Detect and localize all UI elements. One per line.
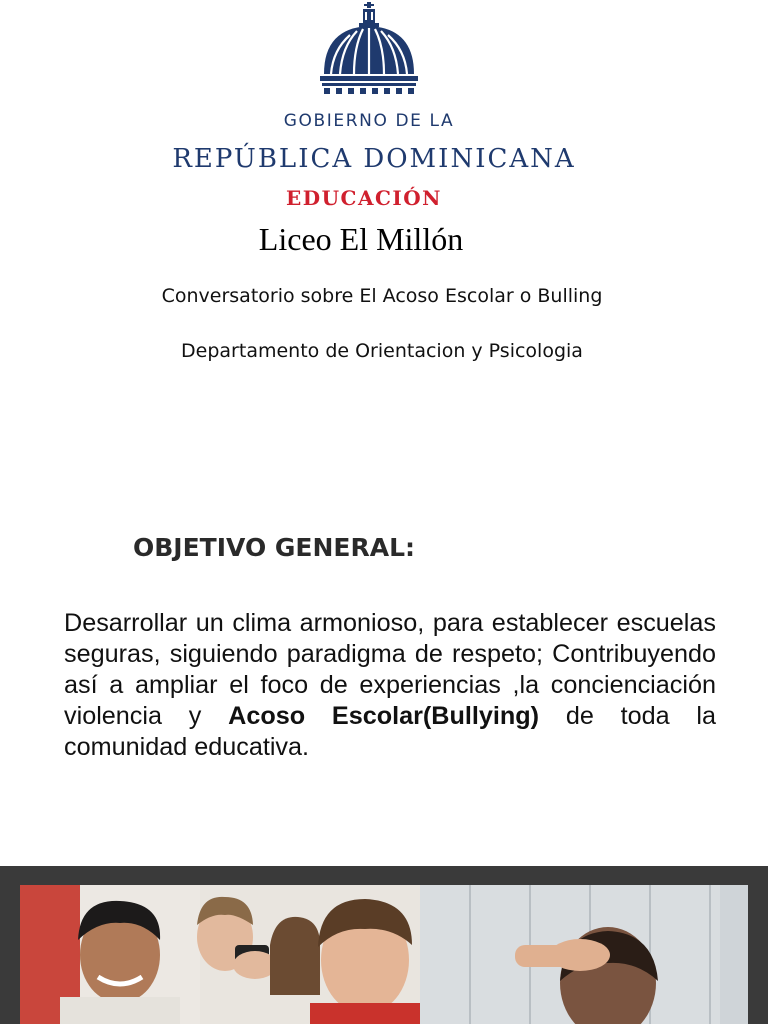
gov-line-3: EDUCACIÓN: [286, 186, 442, 210]
objective-heading: OBJETIVO GENERAL:: [133, 533, 416, 562]
photo-frame: [0, 866, 768, 1024]
gov-line-1: GOBIERNO DE LA: [283, 111, 455, 131]
students-photo: [20, 885, 748, 1024]
subtitle-department: Departamento de Orientacion y Psicologia: [181, 340, 583, 362]
gov-line-2: REPÚBLICA DOMINICANA: [172, 144, 576, 174]
objective-text: [64, 608, 716, 763]
objective-text-part2: de toda la comunidad educativa.: [64, 702, 717, 761]
dome-icon: [318, 2, 420, 96]
objective-text-part1: Desarrollar un clima armonioso, para establecer escuelas seguras, siguiendo paradigma de respeto; Contribuyendo así a ampliar el foco de experiencias ,la concienciación violencia y: [64, 609, 716, 730]
subtitle-conversatorio: Conversatorio sobre El Acoso Escolar o Bulling: [161, 285, 603, 307]
objective-text-bold: Acoso Escolar(Bullying): [228, 702, 540, 730]
school-name: Liceo El Millón: [258, 221, 464, 257]
